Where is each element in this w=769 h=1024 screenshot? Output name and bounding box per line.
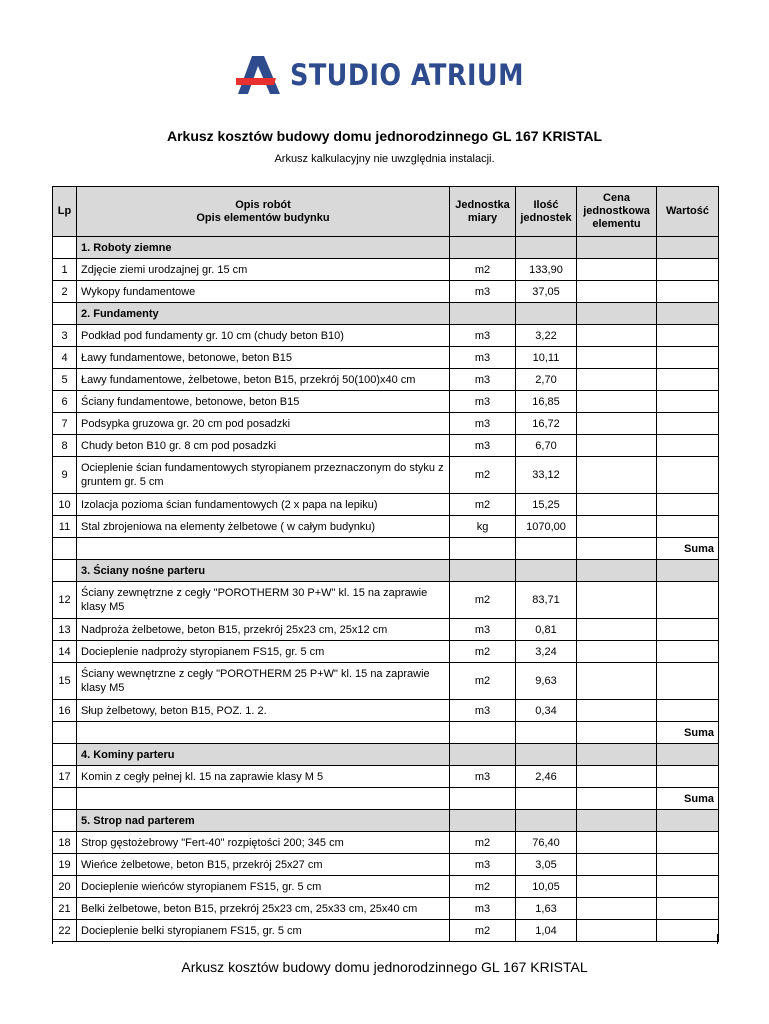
cell-unit-price <box>577 413 657 435</box>
cell-unit <box>450 810 516 832</box>
cell-quantity: 37,05 <box>516 281 577 303</box>
cell-description: Zdjęcie ziemi urodzajnej gr. 15 cm <box>77 259 450 281</box>
cell-unit <box>450 722 516 744</box>
cell-unit-price <box>577 494 657 516</box>
cell-value <box>657 391 719 413</box>
cell-quantity: 6,70 <box>516 435 577 457</box>
cell-lp: 9 <box>53 457 77 494</box>
table-header-row <box>53 187 719 237</box>
cell-unit <box>450 744 516 766</box>
document-title: Arkusz kosztów budowy domu jednorodzinnego GL 167 KRISTAL <box>166 128 603 144</box>
cell-unit-price <box>577 369 657 391</box>
cell-value <box>657 766 719 788</box>
cell-value <box>657 876 719 898</box>
cell-unit-price <box>577 516 657 538</box>
cell-quantity: 10,05 <box>516 876 577 898</box>
header-unit: Jednostka miary <box>450 187 516 237</box>
cell-unit-price <box>577 898 657 920</box>
cell-quantity: 33,12 <box>516 457 577 494</box>
cell-quantity: 0,81 <box>516 619 577 641</box>
sum-row <box>53 788 719 810</box>
cell-unit-price <box>577 744 657 766</box>
cell-lp <box>53 722 77 744</box>
cell-quantity <box>516 538 577 560</box>
cell-quantity: 133,90 <box>516 259 577 281</box>
cell-unit: m3 <box>450 854 516 876</box>
cell-unit <box>450 788 516 810</box>
cell-value <box>657 560 719 582</box>
cell-quantity: 0,34 <box>516 700 577 722</box>
table-row <box>53 391 719 413</box>
cell-lp: 10 <box>53 494 77 516</box>
cell-unit: m2 <box>450 876 516 898</box>
table-row <box>53 281 719 303</box>
cell-lp: 3 <box>53 325 77 347</box>
table-row <box>53 854 719 876</box>
section-row <box>53 744 719 766</box>
table-row <box>53 832 719 854</box>
table-row <box>53 457 719 494</box>
cell-value <box>657 744 719 766</box>
cell-value <box>657 854 719 876</box>
cell-unit-price <box>577 391 657 413</box>
cell-unit: m3 <box>450 391 516 413</box>
cell-unit: kg <box>450 516 516 538</box>
table-edge-right <box>717 934 718 944</box>
table-row <box>53 898 719 920</box>
cell-description: Podkład pod fundamenty gr. 10 cm (chudy beton B10) <box>77 325 450 347</box>
cell-value <box>657 641 719 663</box>
cell-unit: m2 <box>450 663 516 700</box>
cell-description: Docieplenie belki styropianem FS15, gr. 5 cm <box>77 920 450 942</box>
table-row <box>53 347 719 369</box>
section-row <box>53 303 719 325</box>
cell-value <box>657 413 719 435</box>
cell-lp: 1 <box>53 259 77 281</box>
table-row <box>53 259 719 281</box>
cell-lp: 6 <box>53 391 77 413</box>
cell-description: Ocieplenie ścian fundamentowych styropianem przeznaczonym do styku z gruntem gr. 5 cm <box>77 457 450 494</box>
section-title: 1. Roboty ziemne <box>77 237 450 259</box>
cell-unit: m3 <box>450 898 516 920</box>
table-row <box>53 494 719 516</box>
cell-value <box>657 303 719 325</box>
cell-unit-price <box>577 347 657 369</box>
cell-unit-price <box>577 788 657 810</box>
cell-quantity: 3,24 <box>516 641 577 663</box>
cell-quantity: 10,11 <box>516 347 577 369</box>
cell-unit-price <box>577 538 657 560</box>
cell-unit-price <box>577 560 657 582</box>
cell-unit: m3 <box>450 325 516 347</box>
table-row <box>53 369 719 391</box>
cell-unit <box>450 237 516 259</box>
cell-unit-price <box>577 457 657 494</box>
cell-unit: m3 <box>450 347 516 369</box>
cell-quantity <box>516 237 577 259</box>
table-row <box>53 876 719 898</box>
cell-unit: m2 <box>450 457 516 494</box>
cell-value <box>657 582 719 619</box>
cell-description: Chudy beton B10 gr. 8 cm pod posadzki <box>77 435 450 457</box>
table-row <box>53 700 719 722</box>
table-edge-left <box>52 934 53 944</box>
cell-lp: 4 <box>53 347 77 369</box>
cell-description: Słup żelbetowy, beton B15, POZ. 1. 2. <box>77 700 450 722</box>
cell-unit: m3 <box>450 619 516 641</box>
cell-lp: 18 <box>53 832 77 854</box>
cell-lp <box>53 237 77 259</box>
cell-quantity: 1070,00 <box>516 516 577 538</box>
cell-quantity: 1,04 <box>516 920 577 942</box>
section-title: 2. Fundamenty <box>77 303 450 325</box>
cell-value <box>657 832 719 854</box>
cell-unit-price <box>577 259 657 281</box>
section-title: 3. Ściany nośne parteru <box>77 560 450 582</box>
table-row <box>53 920 719 942</box>
cell-unit-price <box>577 325 657 347</box>
cell-value <box>657 494 719 516</box>
header-lp: Lp <box>53 187 77 237</box>
cell-quantity: 2,70 <box>516 369 577 391</box>
cell-unit-price <box>577 281 657 303</box>
cell-unit: m2 <box>450 832 516 854</box>
cell-value <box>657 663 719 700</box>
table-row <box>53 413 719 435</box>
cell-value <box>657 325 719 347</box>
cell-unit-price <box>577 722 657 744</box>
cell-value <box>657 435 719 457</box>
cell-description <box>77 538 450 560</box>
cell-value <box>657 898 719 920</box>
cell-description <box>77 788 450 810</box>
cell-unit-price <box>577 876 657 898</box>
cell-unit: m3 <box>450 369 516 391</box>
cell-lp <box>53 810 77 832</box>
cell-unit-price <box>577 700 657 722</box>
cell-description: Ławy fundamentowe, żelbetowe, beton B15, przekrój 50(100)x40 cm <box>77 369 450 391</box>
cell-unit: m2 <box>450 494 516 516</box>
cell-unit-price <box>577 641 657 663</box>
cell-lp: 12 <box>53 582 77 619</box>
cell-description: Belki żelbetowe, beton B15, przekrój 25x23 cm, 25x33 cm, 25x40 cm <box>77 898 450 920</box>
sum-row <box>53 538 719 560</box>
cell-description: Nadproża żelbetowe, beton B15, przekrój 25x23 cm, 25x12 cm <box>77 619 450 641</box>
cell-description: Stal zbrojeniowa na elementy żelbetowe ( w całym budynku) <box>77 516 450 538</box>
cell-description: Wieńce żelbetowe, beton B15, przekrój 25x27 cm <box>77 854 450 876</box>
studio-atrium-logo <box>0 56 769 98</box>
cell-description <box>77 722 450 744</box>
cell-lp: 15 <box>53 663 77 700</box>
cell-quantity <box>516 722 577 744</box>
cell-description: Podsypka gruzowa gr. 20 cm pod posadzki <box>77 413 450 435</box>
cell-quantity: 9,63 <box>516 663 577 700</box>
table-row <box>53 663 719 700</box>
cell-quantity <box>516 810 577 832</box>
cell-quantity: 2,46 <box>516 766 577 788</box>
cell-value <box>657 281 719 303</box>
cell-lp: 17 <box>53 766 77 788</box>
cell-value <box>657 619 719 641</box>
cell-unit: m3 <box>450 281 516 303</box>
cell-unit <box>450 303 516 325</box>
cell-unit-price <box>577 303 657 325</box>
cell-description: Strop gęstożebrowy "Fert-40" rozpiętości 200; 345 cm <box>77 832 450 854</box>
cell-lp: 21 <box>53 898 77 920</box>
sum-label: Suma <box>657 788 719 810</box>
logo-a-icon <box>236 56 288 94</box>
cell-quantity: 3,22 <box>516 325 577 347</box>
cell-value <box>657 457 719 494</box>
cell-quantity: 3,05 <box>516 854 577 876</box>
cell-description: Ściany zewnętrzne z cegły "POROTHERM 30 P+W" kl. 15 na zaprawie klasy M5 <box>77 582 450 619</box>
cell-lp <box>53 303 77 325</box>
cell-quantity: 76,40 <box>516 832 577 854</box>
header-quantity: Ilość jednostek <box>516 187 577 237</box>
cell-unit-price <box>577 435 657 457</box>
cell-quantity <box>516 303 577 325</box>
table-row <box>53 641 719 663</box>
cell-quantity: 15,25 <box>516 494 577 516</box>
cell-lp: 19 <box>53 854 77 876</box>
cell-value <box>657 920 719 942</box>
sum-row <box>53 722 719 744</box>
sum-label: Suma <box>657 722 719 744</box>
cell-unit-price <box>577 582 657 619</box>
cell-value <box>657 237 719 259</box>
cell-unit-price <box>577 832 657 854</box>
cell-unit: m3 <box>450 700 516 722</box>
cell-quantity: 16,72 <box>516 413 577 435</box>
cell-quantity <box>516 560 577 582</box>
cell-description: Ławy fundamentowe, betonowe, beton B15 <box>77 347 450 369</box>
header-description-line1: Opis robót <box>235 198 291 211</box>
section-row <box>53 237 719 259</box>
table-row <box>53 435 719 457</box>
cell-unit-price <box>577 237 657 259</box>
header-description-line2: Opis elementów budynku <box>196 211 330 224</box>
cell-lp: 7 <box>53 413 77 435</box>
cell-lp: 13 <box>53 619 77 641</box>
sum-label: Suma <box>657 538 719 560</box>
cell-lp: 22 <box>53 920 77 942</box>
cell-lp: 11 <box>53 516 77 538</box>
cell-value <box>657 700 719 722</box>
section-row <box>53 560 719 582</box>
cell-value <box>657 810 719 832</box>
cell-value <box>657 259 719 281</box>
cell-unit-price <box>577 810 657 832</box>
header-description <box>77 187 450 237</box>
cell-lp: 2 <box>53 281 77 303</box>
cell-lp <box>53 788 77 810</box>
cell-unit: m2 <box>450 920 516 942</box>
cell-unit-price <box>577 766 657 788</box>
cell-unit: m3 <box>450 413 516 435</box>
cell-description: Ściany wewnętrzne z cegły "POROTHERM 25 P+W" kl. 15 na zaprawie klasy M5 <box>77 663 450 700</box>
cell-unit-price <box>577 854 657 876</box>
cell-quantity: 83,71 <box>516 582 577 619</box>
cell-unit <box>450 560 516 582</box>
header-value: Wartość <box>657 187 719 237</box>
cell-value <box>657 369 719 391</box>
cell-unit: m2 <box>450 259 516 281</box>
cell-unit-price <box>577 920 657 942</box>
header-unit-price: Cena jednostkowa elementu <box>577 187 657 237</box>
cell-lp: 16 <box>53 700 77 722</box>
cell-quantity: 1,63 <box>516 898 577 920</box>
cell-description: Docieplenie wieńców styropianem FS15, gr. 5 cm <box>77 876 450 898</box>
cost-table <box>52 186 719 942</box>
cell-unit: m2 <box>450 641 516 663</box>
cell-lp <box>53 744 77 766</box>
cell-unit: m3 <box>450 435 516 457</box>
table-body <box>53 237 719 942</box>
cell-quantity <box>516 744 577 766</box>
section-title: 5. Strop nad parterem <box>77 810 450 832</box>
cell-value <box>657 516 719 538</box>
cell-unit: m2 <box>450 582 516 619</box>
cell-lp: 20 <box>53 876 77 898</box>
cell-lp: 5 <box>53 369 77 391</box>
table-row <box>53 766 719 788</box>
table-row <box>53 516 719 538</box>
cell-unit: m3 <box>450 766 516 788</box>
cell-unit-price <box>577 663 657 700</box>
cell-lp: 8 <box>53 435 77 457</box>
cell-unit-price <box>577 619 657 641</box>
section-title: 4. Kominy parteru <box>77 744 450 766</box>
document-subtitle: Arkusz kalkulacyjny nie uwzględnia instalacji. <box>274 153 495 165</box>
cell-lp <box>53 560 77 582</box>
cell-lp: 14 <box>53 641 77 663</box>
cell-unit <box>450 538 516 560</box>
cell-quantity <box>516 788 577 810</box>
cell-description: Docieplenie nadproży styropianem FS15, gr. 5 cm <box>77 641 450 663</box>
table-row <box>53 325 719 347</box>
cell-value <box>657 347 719 369</box>
cell-description: Ściany fundamentowe, betonowe, beton B15 <box>77 391 450 413</box>
page-footer: Arkusz kosztów budowy domu jednorodzinnego GL 167 KRISTAL <box>181 959 588 975</box>
cell-lp <box>53 538 77 560</box>
table-row <box>53 619 719 641</box>
table-row <box>53 582 719 619</box>
logo-text: STUDIO ATRIUM <box>290 58 524 92</box>
section-row <box>53 810 719 832</box>
cell-description: Komin z cegły pełnej kl. 15 na zaprawie klasy M 5 <box>77 766 450 788</box>
cost-sheet <box>52 186 718 942</box>
cell-description: Izolacja pozioma ścian fundamentowych (2 x papa na lepiku) <box>77 494 450 516</box>
cell-description: Wykopy fundamentowe <box>77 281 450 303</box>
cell-quantity: 16,85 <box>516 391 577 413</box>
